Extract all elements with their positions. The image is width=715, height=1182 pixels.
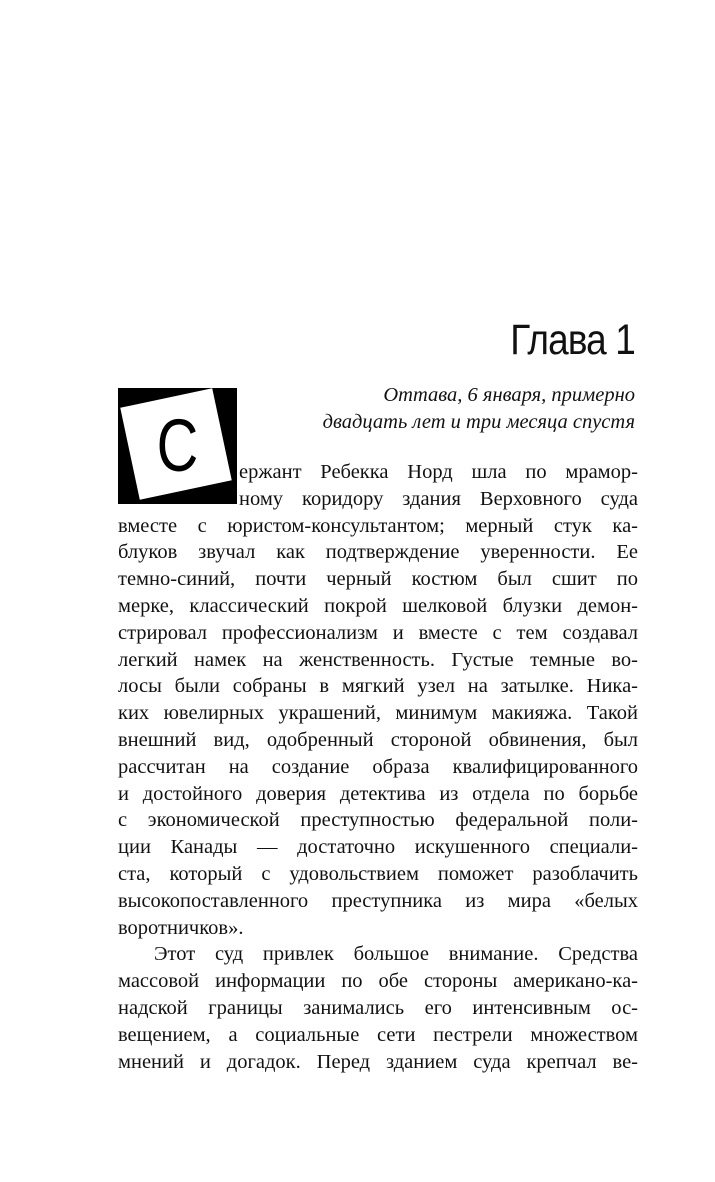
text-line: темно-синий, почти черный костюм был сшит по xyxy=(118,568,638,591)
text-line: рассчитан на создание образа квалифицированного xyxy=(118,755,638,778)
text-line: Этот суд привлек большое внимание. Средства xyxy=(154,943,638,966)
text-line: вещением, а социальные сети пестрели множеством xyxy=(118,1023,638,1046)
text-line: легкий намек на женственность. Густые темные во- xyxy=(118,648,638,671)
epigraph-line: Оттава, 6 января, примерно xyxy=(383,384,635,406)
body-text xyxy=(118,459,638,1075)
text-line: блуков звучал как подтверждение уверенности. Ее xyxy=(118,541,638,564)
drop-cap-letter: С xyxy=(156,404,199,487)
text-line: и достойного доверия детектива из отдела по борьбе xyxy=(118,782,638,805)
text-line: ному коридору здания Верховного суда xyxy=(239,487,638,510)
text-line: надской границы занимались его интенсивным ос- xyxy=(118,996,638,1019)
chapter-title: Глава 1 xyxy=(510,316,635,364)
text-line: ержант Ребекка Норд шла по мрамор- xyxy=(239,461,638,483)
text-line: массовой информации по обе стороны американо-ка- xyxy=(118,970,638,993)
text-line: ста, который с удовольствием поможет разоблачить xyxy=(118,862,638,885)
text-line: вместе с юристом-консультантом; мерный стук ка- xyxy=(118,514,638,537)
text-line: лосы были собраны в мягкий узел на затылке. Ника- xyxy=(118,675,638,698)
text-line: ции Канады — достаточно искушенного специали- xyxy=(118,836,638,859)
text-line: внешний вид, одобренный стороной обвинения, был xyxy=(118,728,638,751)
text-line: мнений и догадок. Перед зданием суда крепчал ве- xyxy=(118,1050,638,1073)
text-line: с экономической преступностью федеральной поли- xyxy=(118,809,638,832)
text-line: высокопоставленного преступника из мира «белых xyxy=(118,889,638,912)
text-line: воротничков». xyxy=(118,916,244,939)
text-line: стрировал профессионализм и вместе с тем создавал xyxy=(118,621,638,644)
text-line: мерке, классический покрой шелковой блузки демон- xyxy=(118,594,638,617)
text-line: ких ювелирных украшений, минимум макияжа. Такой xyxy=(118,702,638,725)
epigraph xyxy=(323,382,635,436)
epigraph-line: двадцать лет и три месяца спустя xyxy=(322,411,635,433)
